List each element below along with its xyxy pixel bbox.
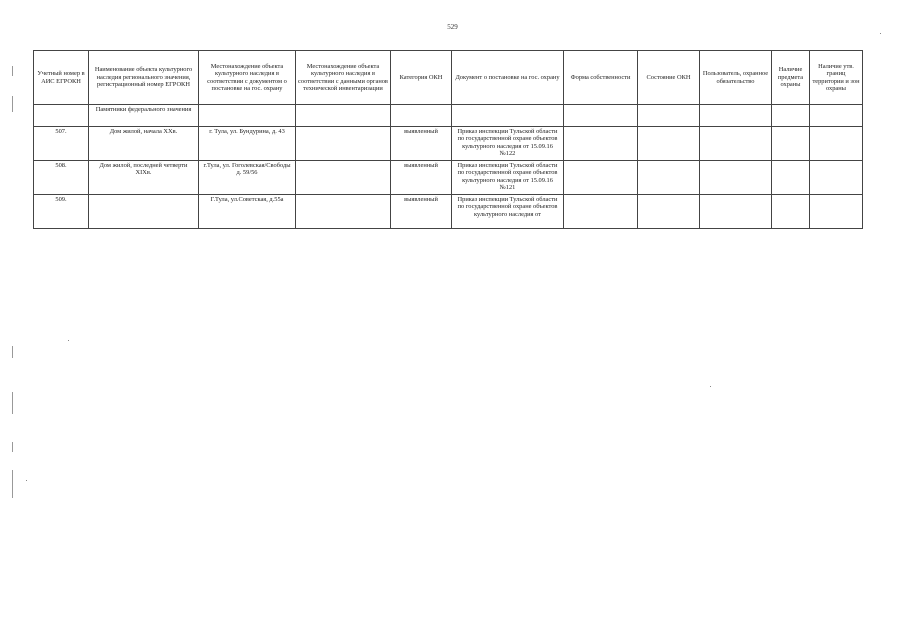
table-cell <box>638 127 700 161</box>
location-inventory <box>296 161 391 195</box>
col-header-protection-subject: Наличие предмета охраны <box>772 51 810 105</box>
table-cell <box>772 127 810 161</box>
table-row <box>34 127 863 161</box>
category: выявленный <box>391 161 452 195</box>
scan-artifact <box>26 480 27 481</box>
location-doc: г. Тула, ул. Бундурина, д. 43 <box>199 127 296 161</box>
section-title: Памятники федерального значения <box>89 105 199 127</box>
table-cell <box>810 127 863 161</box>
table-cell <box>638 105 700 127</box>
protection-document: Приказ инспекции Тульской области по государственной охране объектов культурного наследия от 15.09.16 №122 <box>452 127 564 161</box>
row-number: 508. <box>34 161 89 195</box>
row-number: 509. <box>34 195 89 229</box>
table-row <box>34 195 863 229</box>
table-cell <box>296 105 391 127</box>
table-cell <box>810 105 863 127</box>
col-header-name: Наименование объекта культурного наследия регионального значения, регистрационный номер ЕГРОКН <box>89 51 199 105</box>
table-cell <box>199 105 296 127</box>
table-cell <box>34 105 89 127</box>
location-inventory <box>296 127 391 161</box>
table-cell <box>638 195 700 229</box>
scan-artifact <box>12 442 13 452</box>
heritage-registry-table <box>33 50 863 229</box>
col-header-user: Пользователь, охранное обязательство <box>700 51 772 105</box>
scan-artifact <box>12 346 13 358</box>
table-cell <box>810 195 863 229</box>
table-cell <box>638 161 700 195</box>
table-cell <box>564 105 638 127</box>
scan-artifact <box>12 392 13 414</box>
table-cell <box>564 127 638 161</box>
object-name <box>89 195 199 229</box>
col-header-location-doc: Местонахождение объекта культурного наследия в соответствии с документом о постановке на гос. охрану <box>199 51 296 105</box>
table-cell <box>700 161 772 195</box>
location-inventory <box>296 195 391 229</box>
category: выявленный <box>391 127 452 161</box>
scan-artifact <box>68 340 69 341</box>
row-number: 507. <box>34 127 89 161</box>
section-row <box>34 105 863 127</box>
table-cell <box>452 105 564 127</box>
table-cell <box>772 105 810 127</box>
table-cell <box>700 105 772 127</box>
table-cell <box>772 161 810 195</box>
table-cell <box>391 105 452 127</box>
col-header-boundaries: Наличие утв. границ территории и зон охраны <box>810 51 863 105</box>
category: выявленный <box>391 195 452 229</box>
page-number: 529 <box>447 23 458 31</box>
col-header-account-number: Учетный номер в АИС ЕГРОКН <box>34 51 89 105</box>
scan-artifact <box>12 66 13 76</box>
table-cell <box>564 195 638 229</box>
scan-artifact <box>12 96 13 112</box>
header-row <box>34 51 863 105</box>
table-cell <box>700 127 772 161</box>
col-header-category: Категория ОКН <box>391 51 452 105</box>
col-header-condition: Состояние ОКН <box>638 51 700 105</box>
table-cell <box>810 161 863 195</box>
col-header-ownership: Форма собственности <box>564 51 638 105</box>
location-doc: Г.Тула, ул.Советская, д.55а <box>199 195 296 229</box>
col-header-protection-document: Документ о постановке на гос. охрану <box>452 51 564 105</box>
table-cell <box>700 195 772 229</box>
col-header-location-inventory: Местонахождение объекта культурного наследия в соответствии с данными органов технической инвентаризации <box>296 51 391 105</box>
object-name: Дом жилой, последней четверти XIXв. <box>89 161 199 195</box>
scan-artifact <box>710 386 711 387</box>
scan-artifact <box>880 33 881 34</box>
table-cell <box>564 161 638 195</box>
protection-document: Приказ инспекции Тульской области по государственной охране объектов культурного наследия от 15.09.16 №121 <box>452 161 564 195</box>
table-row <box>34 161 863 195</box>
scan-artifact <box>12 470 13 498</box>
location-doc: г.Тула, ул. Гоголевская/Свободы д. 59/56 <box>199 161 296 195</box>
table-cell <box>772 195 810 229</box>
protection-document: Приказ инспекции Тульской области по государственной охране объектов культурного наследия от <box>452 195 564 229</box>
object-name: Дом жилой, начала XXв. <box>89 127 199 161</box>
